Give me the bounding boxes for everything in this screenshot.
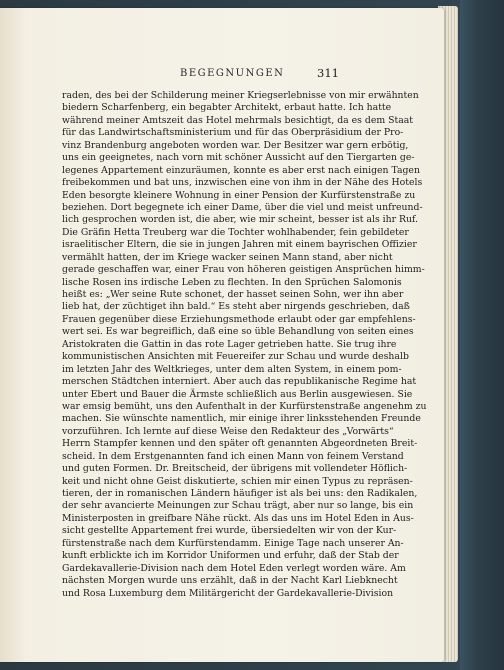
- text-line: für das Landwirtschaftsministerium und für das Oberpräsidium der Pro-: [62, 127, 404, 139]
- text-line: nächsten Morgen wurde uns erzählt, daß in der Nacht Karl Liebknecht: [62, 575, 398, 587]
- text-line: tieren, der in romanischen Ländern häufiger ist als bei uns: den Radikalen,: [62, 488, 418, 499]
- text-line: lich gesprochen worden ist, die aber, wie mir scheint, besser ist als ihr Ruf.: [62, 214, 419, 226]
- text-line: unter Ebert und Bauer die Ärmste schließlich aus Berlin ausgewiesen. Sie: [62, 388, 413, 400]
- text-line: raden, des bei der Schilderung meiner Kriegserlebnisse von mir erwähnten: [62, 90, 419, 101]
- text-line: heißt es: „Wer seine Rute schonet, der hasset seinen Sohn, wer ihn aber: [62, 289, 404, 300]
- text-line: wert sei. Es war begreiflich, daß eine so üble Behandlung von seiten eines: [62, 326, 414, 338]
- text-line: freibekommen und bat uns, inzwischen eine von ihm in der Nähe des Hotels: [62, 177, 423, 189]
- text-line: sicht gestellte Appartement frei wurde, übersiedelten wir von der Kur-: [62, 525, 397, 537]
- text-line: Eden besorgte kleinere Wohnung in einer Pension der Kurfürstenstraße zu: [62, 189, 416, 201]
- text-line: biedern Scharfenberg, ein begabter Architekt, erbaut hatte. Ich hatte: [62, 102, 392, 114]
- text-line: fürstenstraße nach dem Kurfürstendamm. Einige Tage nach unserer An-: [62, 537, 404, 549]
- text-line: lieb hat, der züchtiget ihn bald.“ Es steht aber nirgends geschrieben, daß: [62, 301, 410, 313]
- text-line: Ministerposten in greifbare Nähe rückt. Als das uns im Hotel Eden in Aus-: [62, 512, 414, 524]
- text-line: vorzuführen. Ich lernte auf diese Weise den Redakteur des „Vorwärts“: [62, 425, 394, 437]
- text-line: Frauen gegenüber diese Erziehungsmethode erlaubt oder gar empfehlens-: [62, 313, 416, 325]
- text-line: während meiner Amtszeit das Hotel mehrmals besichtigt, da es dem Staat: [62, 114, 414, 126]
- text-line: im letzten Jahr des Weltkrieges, unter dem alten System, in einem pom-: [62, 363, 402, 375]
- text-line: vermählt hatten, der im Kriege wacker seinen Mann stand, aber nicht: [62, 251, 393, 263]
- text-line: und Rosa Luxemburg dem Militärgericht der Gardekavallerie-Division: [62, 587, 394, 599]
- page-number: 311: [317, 66, 339, 80]
- text-line: machen. Sie wünschte namentlich, mir einige ihrer linksstehenden Freunde: [62, 413, 421, 425]
- text-line: legenes Appartement einzuräumen, konnte es aber erst nach einigen Tagen: [62, 164, 420, 176]
- text-line: merschen Städtchen interniert. Aber auch das republikanische Regime hat: [62, 376, 417, 388]
- text-line: keit und nicht ohne Geist diskutierte, schien mir einen Typus zu repräsen-: [62, 475, 413, 487]
- book-cover-edge: [460, 0, 504, 670]
- text-line: gerade geschaffen war, einer Frau von höheren geistigen Ansprüchen himm-: [62, 264, 425, 276]
- text-line: Die Gräfin Hetta Treuberg war die Tochter wohlhabender, fein gebildeter: [62, 226, 409, 238]
- text-line: Gardekavallerie-Division nach dem Hotel Eden verlegt worden wäre. Am: [62, 562, 406, 574]
- page-header: [0, 68, 444, 84]
- text-line: kunft erblickte ich im Korridor Uniformen und erfuhr, daß der Stab der: [62, 550, 399, 562]
- text-line: israelitischer Eltern, die sie in jungen Jahren mit einem bayrischen Offizier: [62, 239, 417, 251]
- text-line: und guten Formen. Dr. Breitscheid, der übrigens mit vollendeter Höflich-: [62, 463, 408, 475]
- book-page: [0, 8, 444, 662]
- text-line: Herrn Stampfer kennen und den später oft genannten Abgeordneten Breit-: [62, 438, 418, 450]
- body-text: [62, 90, 427, 600]
- text-line: der sehr avancierte Meinungen zur Schau trägt, aber nur so lange, bis ein: [62, 500, 414, 512]
- text-line: war emsig bemüht, uns den Aufenthalt in der Kurfürstenstraße angenehm zu: [62, 400, 427, 412]
- text-line: Aristokraten die Gattin in das rote Lager getrieben hatte. Sie trug ihre: [62, 338, 397, 350]
- text-line: scheid. In dem Erstgenannten fand ich einen Mann von feinem Verstand: [62, 450, 404, 462]
- text-line: uns ein geeignetes, nach vorn mit schöner Aussicht auf den Tiergarten ge-: [62, 152, 415, 164]
- text-line: lische Rosen ins irdische Leben zu flechten. In den Sprüchen Salomonis: [62, 276, 402, 288]
- text-line: vinz Brandenburg angeboten worden war. Der Besitzer war gern erbötig,: [62, 139, 409, 151]
- text-line: kommunistischen Ansichten mit Feuereifer zur Schau und wurde deshalb: [62, 351, 409, 363]
- text-line: beziehen. Dort begegnete ich einer Dame, über die viel und meist unfreund-: [62, 201, 423, 213]
- running-title: BEGEGNUNGEN: [180, 68, 285, 79]
